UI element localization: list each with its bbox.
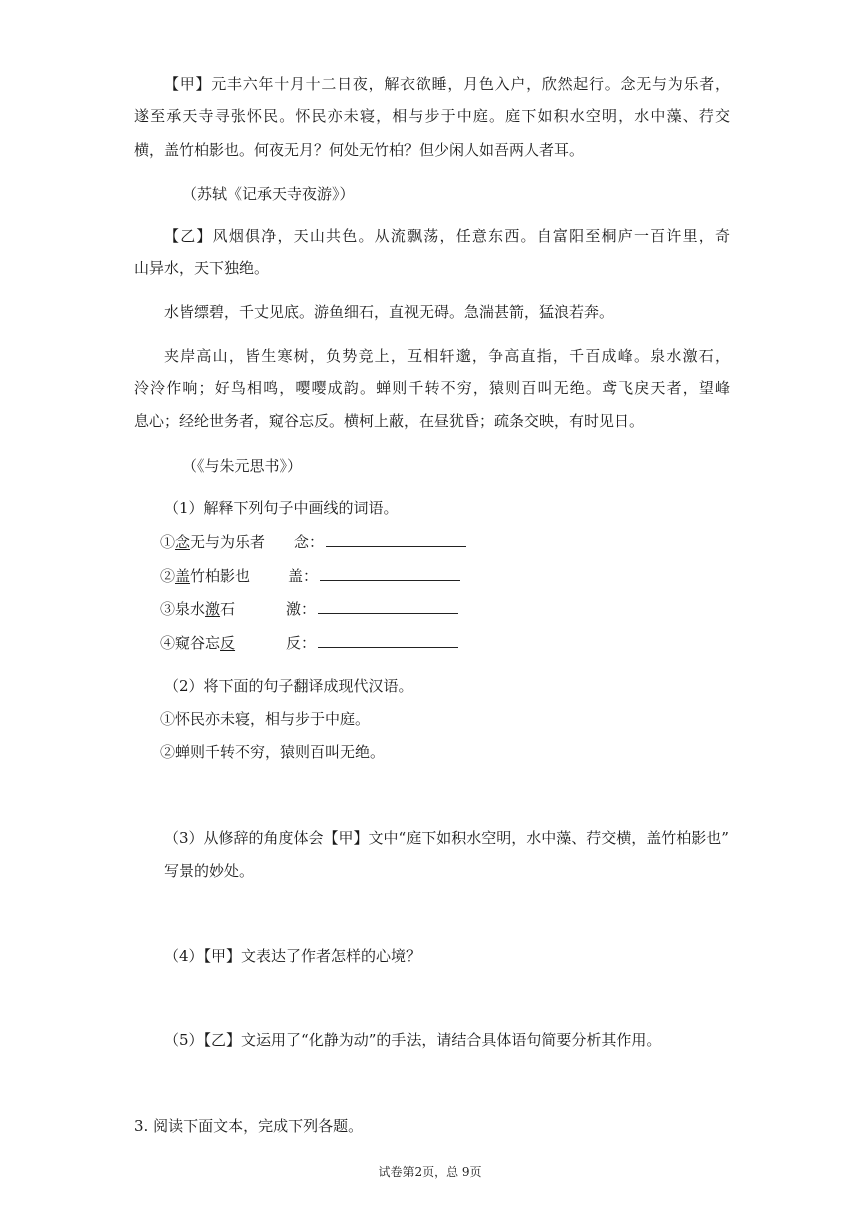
q1-item-3 [160, 599, 235, 619]
q1-item-2 [160, 566, 250, 586]
passage-yi-p3-line-1: 夹岸高山，皆生寒树，负势竞上，互相轩邈，争高直指，千百成峰。泉水激石， [164, 347, 730, 365]
page-footer: 试卷第2页，总 9页 [378, 1165, 482, 1179]
q1-item-1-num: ① [160, 533, 176, 551]
q1-item-4-underlined: 反 [220, 634, 236, 652]
q1-item-4 [160, 633, 235, 653]
q4-text: （4）【甲】文表达了作者怎样的心境？ [164, 947, 422, 965]
q1-item-1-answer [294, 532, 466, 552]
q3-line-1: （3）从修辞的角度体会【甲】文中“庭下如积水空明，水中藻、荇交横，盖竹柏影也” [164, 829, 729, 847]
q1-item-1-underlined: 念 [175, 533, 191, 551]
passage-jia-line-1: 【甲】元丰六年十月十二日夜，解衣欲睡，月色入户，欣然起行。念无与为乐者， [164, 75, 730, 93]
q1-item-3-answer [286, 599, 458, 619]
q1-item-4-word: 反： [286, 634, 317, 652]
q1-item-2-word: 盖： [288, 567, 319, 585]
q3-line-2: 写景的妙处。 [164, 862, 255, 880]
q2-item-2: ②蝉则千转不穷，猿则百叫无绝。 [160, 743, 386, 761]
q1-item-3-post: 石 [220, 600, 236, 618]
q1-item-1-word: 念： [294, 533, 325, 551]
q1-item-3-underlined: 激 [205, 600, 221, 618]
q1-item-3-blank[interactable] [318, 599, 458, 614]
passage-yi-p2-line-1: 水皆缥碧，千丈见底。游鱼细石，直视无碍。急湍甚箭，猛浪若奔。 [164, 303, 615, 321]
q1-item-1-post: 无与为乐者 [190, 533, 266, 551]
q1-item-2-num: ② [160, 567, 176, 585]
q1-item-2-answer [288, 566, 460, 586]
q1-item-2-blank[interactable] [320, 566, 460, 581]
q1-item-3-word: 激： [286, 600, 317, 618]
q5-text: （5）【乙】文运用了“化静为动”的手法，请结合具体语句简要分析其作用。 [164, 1031, 662, 1049]
passage-yi-p3-line-2: 泠泠作响；好鸟相鸣，嘤嘤成韵。蝉则千转不穷，猿则百叫无绝。鸢飞戾天者，望峰 [134, 379, 730, 397]
q1-item-3-pre: 泉水 [175, 600, 206, 618]
q1-item-4-blank[interactable] [318, 633, 458, 648]
q1-item-1 [160, 532, 265, 552]
passage-jia-source: （苏轼《记承天寺夜游》） [182, 185, 355, 203]
passage-yi-p1-line-2: 山异水，天下独绝。 [134, 259, 270, 277]
q2-item-1: ①怀民亦未寝，相与步于中庭。 [160, 710, 371, 728]
q2-prompt: （2）将下面的句子翻译成现代汉语。 [164, 677, 414, 695]
q1-item-1-blank[interactable] [326, 532, 466, 547]
q1-item-4-answer [286, 633, 458, 653]
q1-item-2-underlined: 盖 [175, 567, 191, 585]
q1-item-2-post: 竹柏影也 [190, 567, 251, 585]
q1-prompt: （1）解释下列句子中画线的词语。 [164, 499, 399, 517]
q1-item-4-pre: 窥谷忘 [175, 634, 221, 652]
passage-yi-p3-line-3: 息心；经纶世务者，窥谷忘反。横柯上蔽，在昼犹昏；疏条交映，有时见日。 [134, 412, 645, 430]
q1-item-3-num: ③ [160, 600, 176, 618]
section-3-heading: 3. 阅读下面文本，完成下列各题。 [134, 1117, 364, 1135]
passage-jia-line-3: 横，盖竹柏影也。何夜无月？何处无竹柏？但少闲人如吾两人者耳。 [134, 141, 585, 159]
passage-jia-line-2: 遂至承天寺寻张怀民。怀民亦未寝，相与步于中庭。庭下如积水空明，水中藻、荇交 [134, 107, 730, 125]
passage-yi-p1-line-1: 【乙】风烟俱净，天山共色。从流飘荡，任意东西。自富阳至桐庐一百许里，奇 [164, 227, 730, 245]
q1-item-4-num: ④ [160, 634, 176, 652]
passage-yi-source: （《与朱元思书》） [182, 457, 303, 475]
